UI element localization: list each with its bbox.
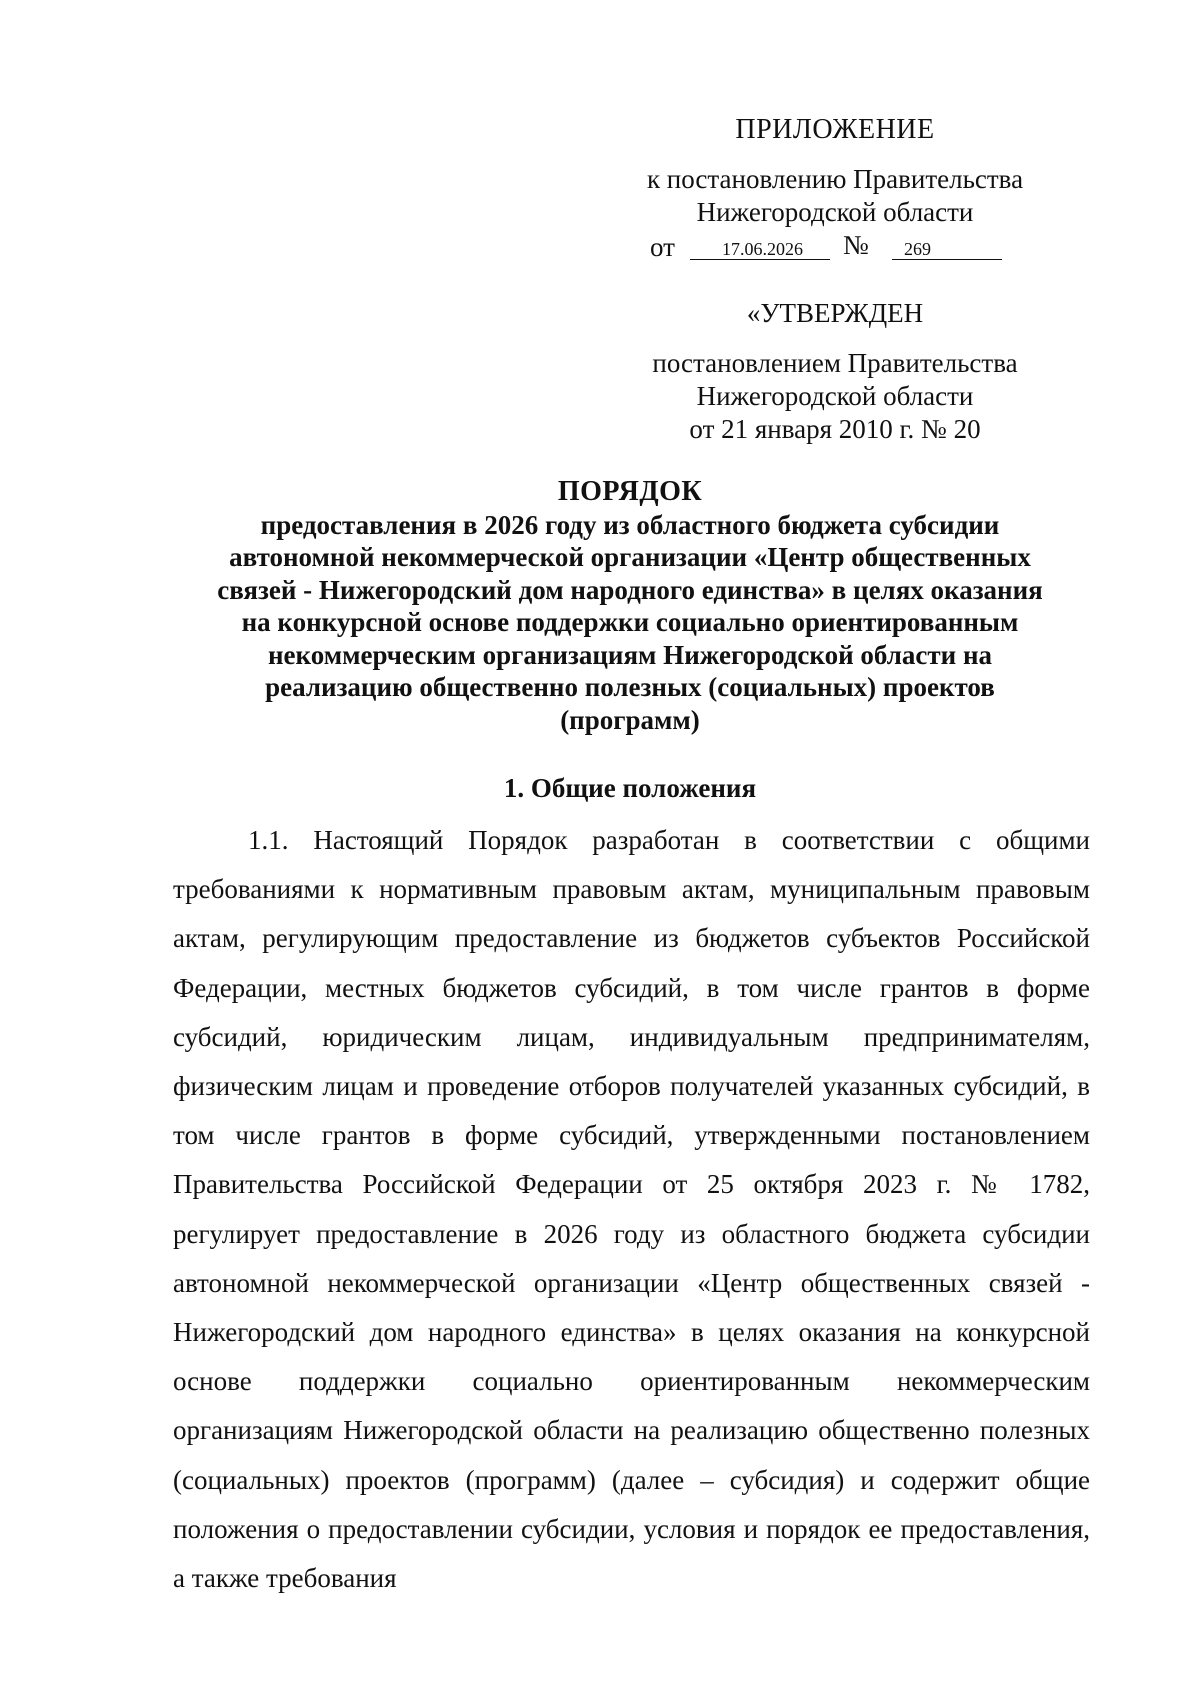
appendix-date-number-line [650, 231, 1020, 264]
number-field [892, 231, 1002, 260]
date-prefix: от [650, 232, 675, 262]
paragraph-1-1: 1.1. Настоящий Порядок разработан в соответствии с общими требованиями к нормативным правовым актам, муниципальным правовым актам, регулирующим предоставление из бюджетов субъектов Российской Федерации, местных бюджетов субсидий, в том числе грантов в форме субсидий, юридическим лицам, индивидуальным предпринимателям, физическим лицам и проведение отборов получателей указанных субсидий, в том числе грантов в форме субсидий, утвержденными постановлением Правительства Российской Федерации от 25 октября 2023 г. № 1782, регулирует предоставление в 2026 году из областного бюджета субсидии автономной некоммерческой организации «Центр общественных связей - Нижегородский дом народного единства» в целях оказания на конкурсной основе поддержки социально ориентированным некоммерческим организациям Нижегородской области на реализацию общественно полезных (социальных) проектов (программ) (далее – субсидия) и содержит общие положения о предоставлении субсидии, условия и порядок ее предоставления, а также требования [173, 825, 1090, 1594]
document-heading: ПОРЯДОК [557, 476, 703, 507]
approved-title: «УТВЕРЖДЕН [746, 298, 924, 328]
appendix-line-1: к постановлению Правительства [646, 164, 1024, 194]
appendix-line-2: Нижегородской области [696, 197, 974, 227]
section-title: 1. Общие положения [503, 773, 757, 803]
appendix-title: ПРИЛОЖЕНИЕ [735, 114, 935, 145]
approved-reference [620, 347, 1050, 446]
approved-line-3: от 21 января 2010 г. № 20 [689, 414, 981, 444]
appendix-reference [620, 163, 1050, 229]
subtitle-line: реализацию общественно полезных (социальных) проектов [265, 672, 995, 702]
date-value: 17.06.2026 [722, 239, 803, 259]
approved-line-2: Нижегородской области [696, 381, 974, 411]
number-value: 269 [904, 239, 931, 259]
document-title [170, 476, 1090, 736]
subtitle-line: (программ) [560, 704, 700, 735]
approved-line-1: постановлением Правительства [652, 348, 1018, 378]
number-sign: № [843, 230, 869, 260]
subtitle-line: автономной некоммерческой организации «Центр общественных [229, 542, 1031, 572]
subtitle-line: некоммерческим организациям Нижегородской области на [267, 639, 993, 670]
date-field [690, 231, 830, 260]
subtitle-line: на конкурсной основе поддержки социально ориентированным [241, 607, 1019, 637]
subtitle-line: связей - Нижегородский дом народного единства» в целях оказания [217, 574, 1043, 605]
subtitle-line: предоставления в 2026 году из областного бюджета субсидии [260, 509, 1000, 540]
